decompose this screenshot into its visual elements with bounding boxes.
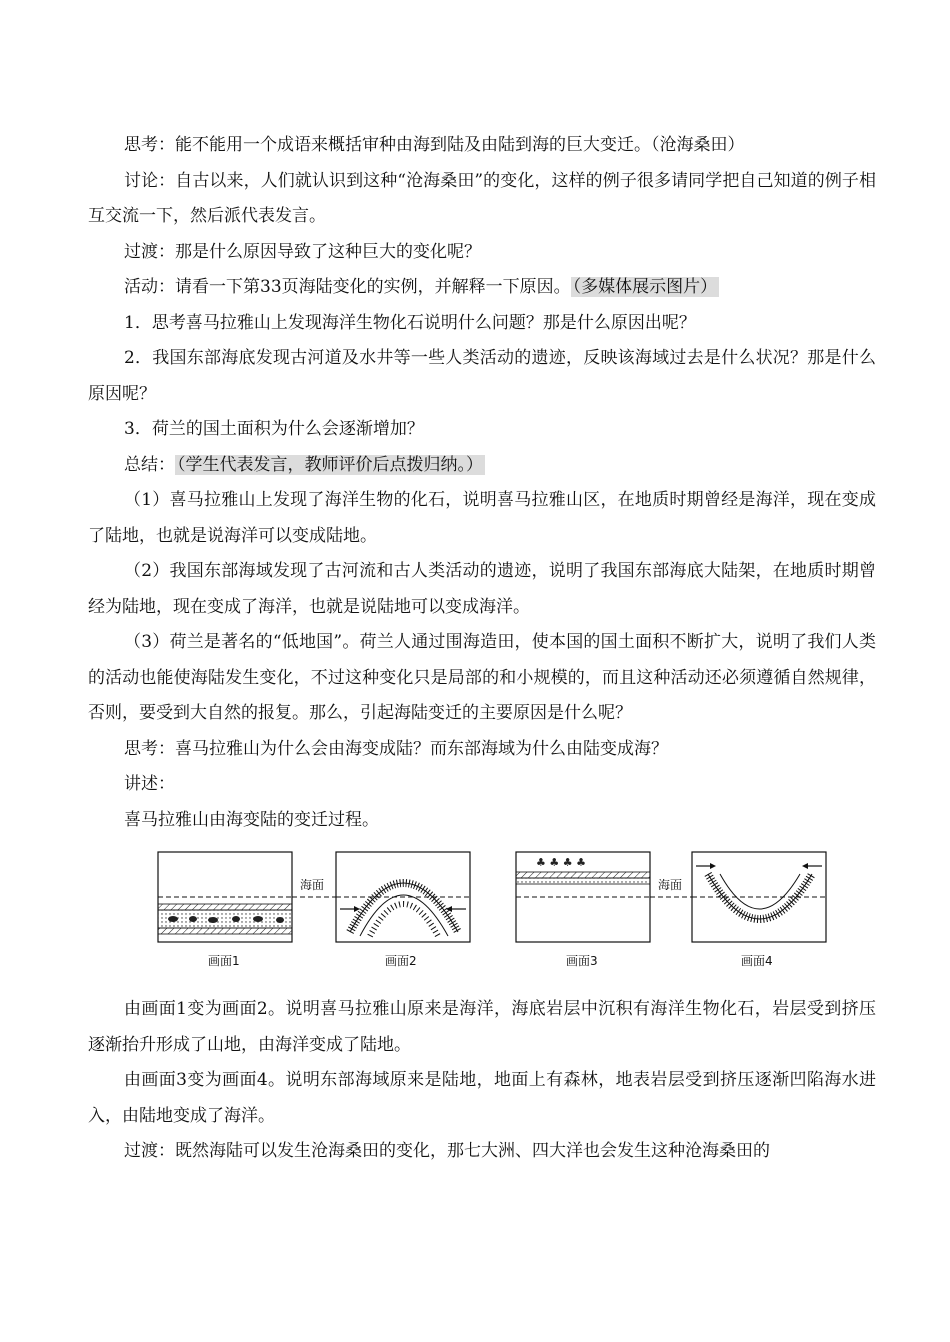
sea-level-label-2: 海面 (658, 878, 683, 892)
paragraph-think-himalaya: 思考：喜马拉雅山为什么会由海变成陆？而东部海域为什么由陆变成海？ (124, 738, 668, 759)
question-1: 1．思考喜马拉雅山上发现海洋生物化石说明什么问题？那是什么原因出呢？ (124, 312, 696, 333)
paragraph-transition-2: 过渡：既然海陆可以发生沧海桑田的变化，那七大洲、四大洋也会发生这种沧海桑田的 (124, 1141, 770, 1161)
sea-land-change-figure (88, 844, 876, 984)
figure-caption: 喜马拉雅山由海变陆的变迁过程。 (124, 809, 379, 830)
document-page (88, 128, 876, 1170)
summary-point-2: （2）我国东部海域发现了古河流和古人类活动的遗迹，说明了我国东部海底大陆架，在地质时期曾经为陆地，现在变成了海洋，也就是说陆地可以变成海洋。 (88, 561, 876, 617)
panel-2-drawing (336, 852, 470, 942)
panel-3-drawing (516, 852, 650, 942)
question-3: 3．荷兰的国土面积为什么会逐渐增加？ (124, 419, 424, 439)
activity-highlight: （多媒体展示图片） (572, 277, 718, 297)
summary-point-1: （1）喜马拉雅山上发现了海洋生物的化石，说明喜马拉雅山区，在地质时期曾经是海洋，现在变成了陆地，也就是说海洋可以变成陆地。 (88, 490, 876, 546)
svg-text:♣ ♣ ♣ ♣: ♣ ♣ ♣ ♣ (536, 856, 586, 869)
activity-text: 活动：请看一下第33页海陆变化的实例，并解释一下原因。 (124, 277, 571, 297)
summary-point-3: （3）荷兰是著名的“低地国”。荷兰人通过围海造田，使本国的国土面积不断扩大，说明了我们人类的活动也能使海陆发生变化，不过这种变化只是局部的和小规模的，而且这种活动还必须遵循自然规律，否则，要受到大自然的报复。那么，引起海陆变迁的主要原因是什么呢？ (88, 632, 876, 723)
panel-label-4: 画面4 (741, 954, 773, 968)
paragraph-think-idiom: 思考：能不能用一个成语来概括审种由海到陆及由陆到海的巨大变迁。（沧海桑田） (124, 135, 745, 155)
panel-1-drawing (158, 852, 292, 942)
paragraph-discussion: 讨论：自古以来，人们就认识到这种“沧海桑田”的变化，这样的例子很多请同学把自己知道的例子相互交流一下，然后派代表发言。 (88, 170, 876, 226)
explanation-panel-1-2: 由画面1变为画面2。说明喜马拉雅山原来是海洋，海底岩层中沉积有海洋生物化石，岩层受到挤压逐渐抬升形成了山地，由海洋变成了陆地。 (88, 999, 876, 1055)
paragraph-activity (88, 270, 876, 306)
paragraph-transition-1: 过渡：那是什么原因导致了这种巨大的变化呢？ (124, 241, 481, 262)
question-2: 2．我国东部海底发现古河道及水井等一些人类活动的遗迹，反映该海域过去是什么状况？那是什么原因呢？ (88, 348, 876, 404)
panel-label-2: 画面2 (385, 954, 417, 968)
panel-4-drawing (692, 852, 826, 942)
sea-level-label-1: 海面 (300, 878, 325, 892)
summary-text: 总结： (124, 454, 175, 475)
summary-highlight: （学生代表发言，教师评价后点拨归纳。） (177, 454, 483, 475)
paragraph-summary (88, 448, 876, 484)
panel-label-3: 画面3 (566, 954, 598, 968)
explanation-panel-3-4: 由画面3变为画面4。说明东部海域原来是陆地，地面上有森林，地表岩层受到挤压逐渐凹陷海水进入，由陆地变成了海洋。 (88, 1070, 876, 1126)
paragraph-narration: 讲述： (124, 774, 175, 794)
panel-label-1: 画面1 (208, 954, 240, 968)
